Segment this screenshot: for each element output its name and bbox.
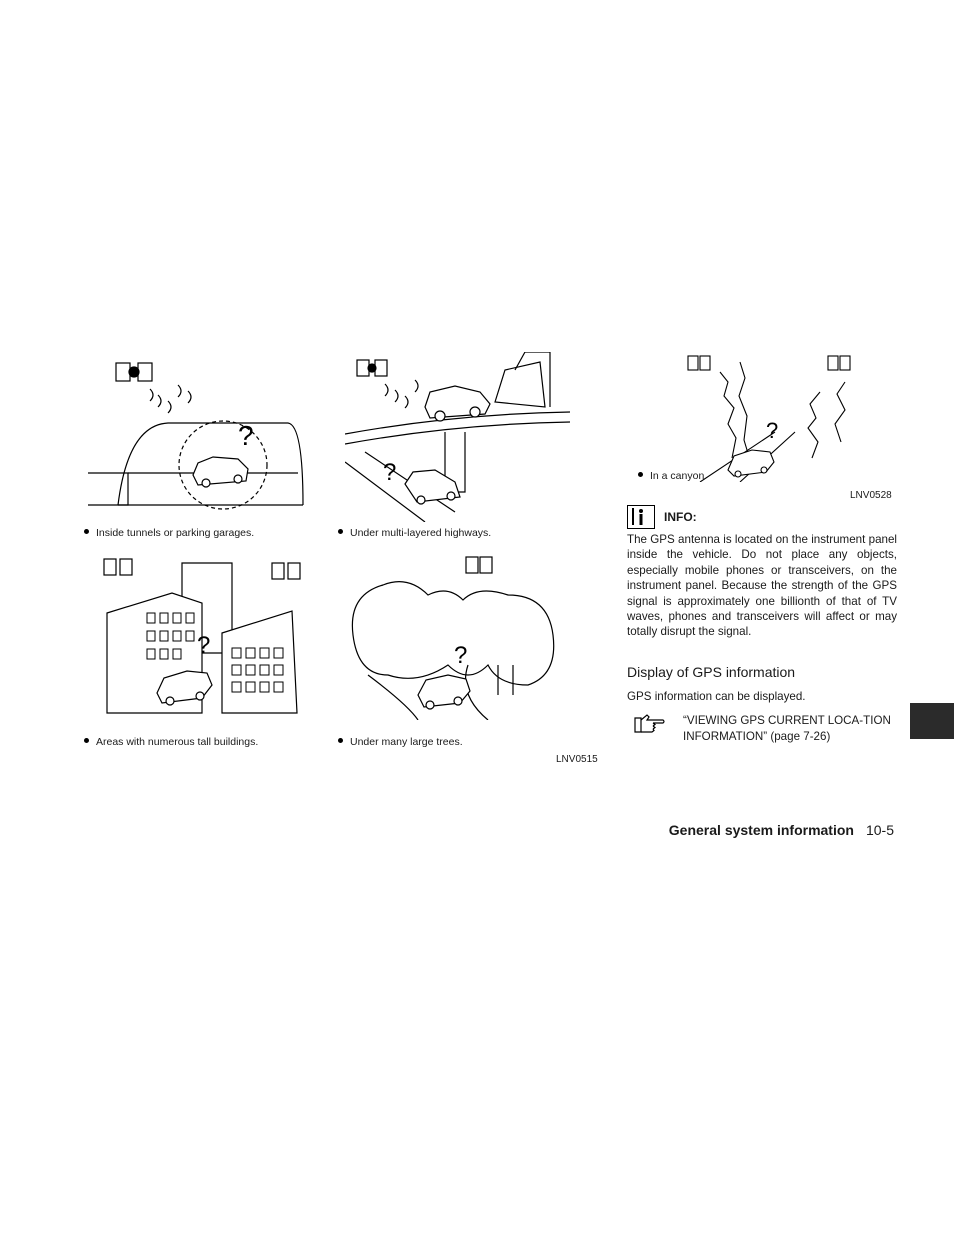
reference-link[interactable]: “VIEWING GPS CURRENT LOCA-TION INFORMATION” (page 7-26) — [683, 714, 891, 743]
section-heading: Display of GPS information — [627, 664, 796, 680]
page-number: 10-5 — [865, 822, 894, 838]
satellite-icon — [466, 557, 492, 573]
caption-tunnels: Inside tunnels or parking garages. — [84, 527, 254, 539]
section-body: GPS information can be displayed. — [627, 690, 806, 703]
satellite-icon — [688, 356, 710, 370]
car-icon — [405, 470, 460, 504]
satellite-icon — [272, 563, 300, 579]
car-icon — [418, 675, 470, 709]
info-text: The GPS antenna is located on the instrument panel inside the vehicle. Do not place any objects, especially mobile phones or transceivers, on the instrument panel. Because the strength of the GPS signal is approximately one billionth of that of TV waves, phones and transceivers will affect or may totally disrupt the signal. — [627, 533, 897, 639]
figure-code-right: LNV0528 — [850, 490, 892, 501]
canyon-illustration — [680, 352, 865, 482]
caption-buildings: Areas with numerous tall buildings. — [84, 736, 258, 748]
info-icon — [627, 505, 655, 529]
caption-canyon: In a canyon — [638, 470, 704, 482]
reference-hand-icon — [633, 712, 667, 734]
info-label: INFO: — [664, 510, 697, 524]
question-mark-icon: ? — [383, 459, 397, 486]
caption-trees: Under many large trees. — [338, 736, 463, 748]
car-icon — [728, 450, 774, 477]
question-mark-icon: ? — [238, 420, 254, 451]
question-mark-icon: ? — [197, 632, 211, 659]
satellite-icon — [828, 356, 850, 370]
satellite-icon — [104, 559, 132, 575]
figure-code-left: LNV0515 — [556, 754, 598, 765]
trees-illustration — [348, 555, 558, 720]
satellite-icon — [116, 363, 152, 381]
caption-highways: Under multi-layered highways. — [338, 527, 491, 539]
satellite-icon — [357, 360, 387, 376]
tunnel-illustration — [88, 355, 318, 525]
question-mark-icon: ? — [766, 418, 779, 443]
question-mark-icon: ? — [454, 642, 468, 669]
page-footer — [669, 822, 894, 838]
highway-illustration — [345, 352, 570, 522]
buildings-illustration — [92, 553, 302, 723]
car-icon — [193, 457, 248, 487]
chapter-tab — [910, 703, 954, 739]
footer-section-title: General system information — [668, 822, 854, 838]
